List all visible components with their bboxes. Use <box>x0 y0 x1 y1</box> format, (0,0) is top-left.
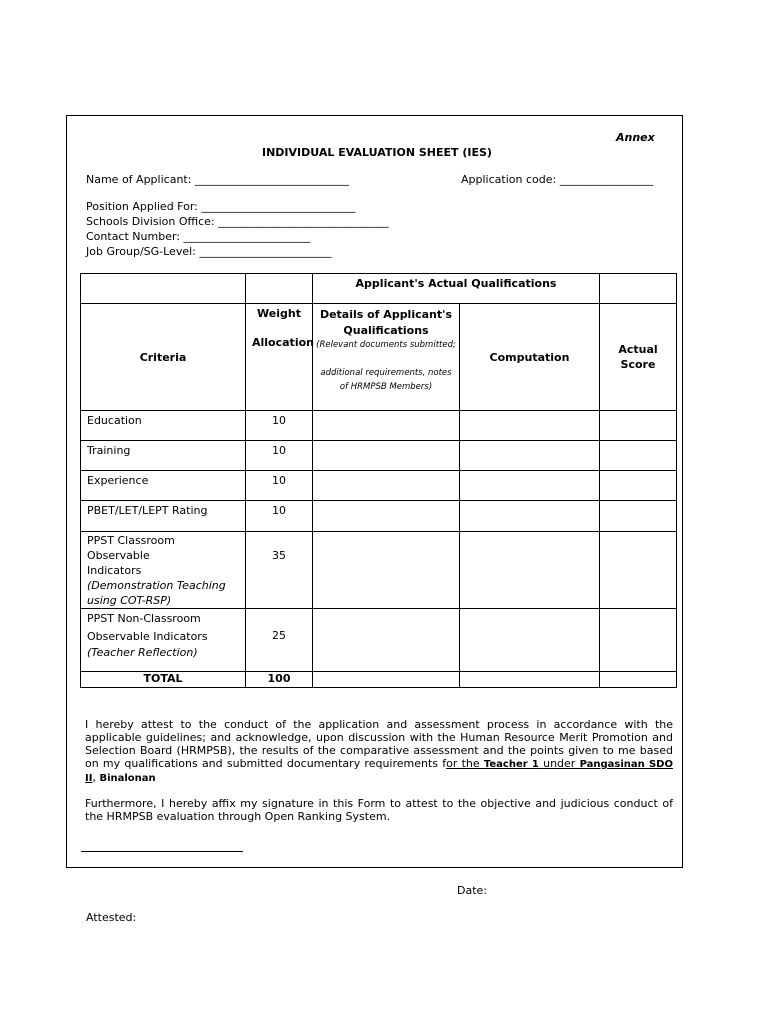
evaluation-table <box>80 273 677 688</box>
attestation-text: I hereby attest to the conduct of the application and assessment process in accordance with the applicable guidelines; and acknowledge, upon discussion with the Human Resource Merit Promotion and Selection Board (HRMPSB), the results of the comparative assessment and the points given to me based on my qualifications and submitted documentary requirements f <box>85 718 673 770</box>
table-row <box>81 501 677 532</box>
actual-score-header <box>600 304 677 411</box>
score-cell[interactable] <box>600 441 677 471</box>
actual-header-line2: Score <box>620 358 656 371</box>
attested-label: Attested: <box>86 911 137 924</box>
details-cell[interactable] <box>313 532 460 609</box>
criteria-line: PPST Classroom Observable <box>87 534 175 562</box>
score-cell[interactable] <box>600 532 677 609</box>
criteria-cell: Education <box>81 411 246 441</box>
total-label: TOTAL <box>81 672 246 688</box>
position-name: Teacher 1 <box>483 759 539 770</box>
position-applied-field[interactable]: Position Applied For: ____________________________ <box>86 200 356 213</box>
weight-header-line2: Allocation <box>252 336 314 349</box>
score-cell[interactable] <box>600 501 677 532</box>
weight-cell: 10 <box>246 441 313 471</box>
attestation-paragraph <box>85 718 673 785</box>
total-value: 100 <box>246 672 313 688</box>
affirmation-paragraph: Furthermore, I hereby affix my signature in this Form to attest to the objective and judicious conduct of the HRMPSB evaluation through Open Ranking System. <box>85 797 673 823</box>
computation-cell[interactable] <box>460 532 600 609</box>
criteria-line: Indicators <box>87 564 142 577</box>
annex-label: Annex <box>616 131 655 144</box>
details-cell[interactable] <box>313 471 460 501</box>
name-of-applicant-field[interactable]: Name of Applicant: ____________________________ <box>86 173 349 186</box>
computation-cell <box>460 672 600 688</box>
computation-cell[interactable] <box>460 471 600 501</box>
table-row <box>81 441 677 471</box>
criteria-cell <box>81 609 246 672</box>
actual-header-line1: Actual <box>618 343 658 356</box>
criteria-header: Criteria <box>81 304 246 411</box>
score-cell[interactable] <box>600 411 677 441</box>
group-header: Applicant's Actual Qualifications <box>313 274 600 304</box>
table-row <box>81 609 677 672</box>
form-title: INDIVIDUAL EVALUATION SHEET (IES) <box>262 146 492 159</box>
details-note-line3: of HRMPSB Members) <box>339 382 433 392</box>
details-header-line1: Details of Applicant's <box>319 308 453 321</box>
details-header-line2: Qualifications <box>343 324 429 337</box>
table-group-header-row <box>81 274 677 304</box>
office-name: Pangasinan SDO II <box>85 759 673 784</box>
computation-cell[interactable] <box>460 411 600 441</box>
computation-cell[interactable] <box>460 609 600 672</box>
table-column-header-row <box>81 304 677 411</box>
town-name: Binalonan <box>99 773 156 784</box>
details-header <box>313 304 460 411</box>
weight-cell: 10 <box>246 501 313 532</box>
details-cell[interactable] <box>313 411 460 441</box>
for-the-text: or the <box>446 757 484 770</box>
criteria-line: (Teacher Reflection) <box>87 646 198 659</box>
signature-line[interactable] <box>81 851 243 852</box>
application-code-field[interactable]: Application code: _________________ <box>461 173 654 186</box>
job-group-field[interactable]: Job Group/SG-Level: ________________________ <box>86 245 332 258</box>
criteria-cell: Training <box>81 441 246 471</box>
computation-header: Computation <box>460 304 600 411</box>
comma-text: , <box>92 771 100 784</box>
weight-header-line1: Weight <box>257 307 301 320</box>
date-label: Date: <box>457 884 487 897</box>
table-row <box>81 471 677 501</box>
details-cell <box>313 672 460 688</box>
weight-cell: 10 <box>246 411 313 441</box>
table-row <box>81 532 677 609</box>
criteria-cell: Experience <box>81 471 246 501</box>
criteria-cell: PBET/LET/LEPT Rating <box>81 501 246 532</box>
total-row <box>81 672 677 688</box>
criteria-cell <box>81 532 246 609</box>
table-row <box>81 411 677 441</box>
details-cell[interactable] <box>313 609 460 672</box>
criteria-line: using COT-RSP) <box>87 594 172 607</box>
contact-number-field[interactable]: Contact Number: _______________________ <box>86 230 310 243</box>
weight-cell: 10 <box>246 471 313 501</box>
under-text: under <box>538 757 580 770</box>
criteria-line: Observable Indicators <box>87 630 208 643</box>
computation-cell[interactable] <box>460 441 600 471</box>
weight-cell: 35 <box>246 532 313 609</box>
details-cell[interactable] <box>313 441 460 471</box>
criteria-line: (Demonstration Teaching <box>87 579 226 592</box>
details-note-line1: (Relevant documents submitted; <box>316 340 456 350</box>
details-note-line2: additional requirements, notes <box>320 368 452 378</box>
score-cell <box>600 672 677 688</box>
weight-cell: 25 <box>246 609 313 672</box>
score-cell[interactable] <box>600 471 677 501</box>
criteria-line: PPST Non-Classroom <box>87 612 201 625</box>
score-cell[interactable] <box>600 609 677 672</box>
weight-header <box>246 304 313 411</box>
computation-cell[interactable] <box>460 501 600 532</box>
details-cell[interactable] <box>313 501 460 532</box>
schools-division-field[interactable]: Schools Division Office: _______________________________ <box>86 215 389 228</box>
